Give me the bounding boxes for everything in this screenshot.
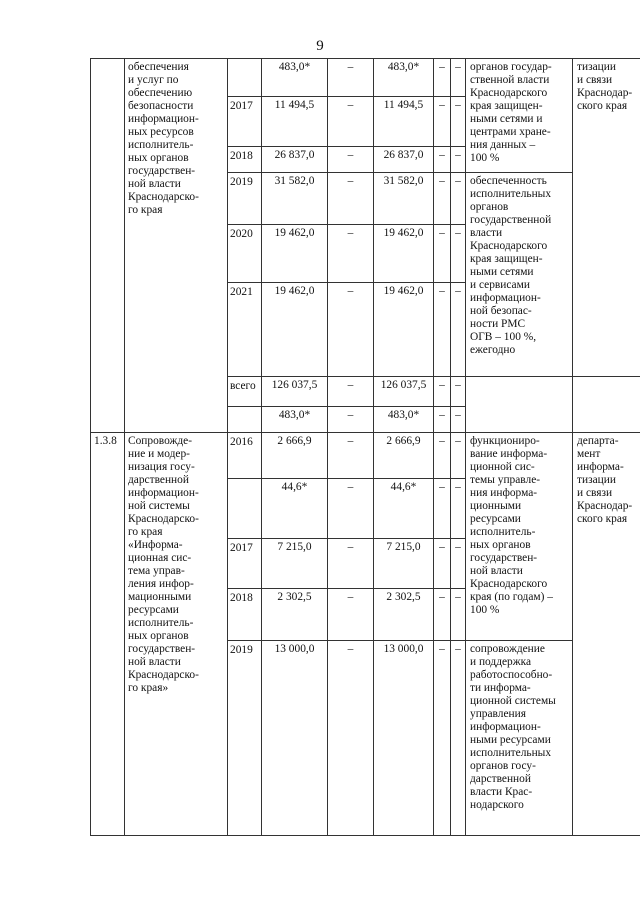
measure-name-line: ных органов [128, 630, 189, 642]
result-cell [466, 59, 573, 173]
dash-cell: – [434, 377, 451, 407]
dash-cell: – [451, 479, 466, 539]
result-line: работоспособно- [470, 669, 553, 681]
dash-cell: – [328, 539, 374, 589]
result-line: края (по годам) – [470, 591, 553, 603]
executor-line: информа- [577, 461, 624, 473]
dash-cell: – [434, 433, 451, 479]
measure-name-line: Краснодарско- [128, 513, 199, 525]
regional-cell: 7 215,0 [374, 539, 434, 589]
result-line: и поддержка [470, 656, 532, 668]
regional-cell: 31 582,0 [374, 173, 434, 225]
year-cell: 2018 [228, 147, 262, 173]
result-line: ционной системы [470, 695, 556, 707]
dash-cell: – [328, 479, 374, 539]
result-line: органов государ- [470, 61, 552, 73]
measure-name-line: Краснодарско- [128, 191, 199, 203]
dash-cell: – [434, 589, 451, 641]
total-cell: 2 302,5 [262, 589, 328, 641]
result-line: исполнитель- [470, 526, 536, 538]
year-cell [228, 407, 262, 433]
result-cell [466, 173, 573, 377]
total-cell: 483,0* [262, 59, 328, 97]
dash-cell: – [328, 283, 374, 377]
measure-name-line: го края [128, 204, 163, 216]
dash-cell: – [328, 589, 374, 641]
result-line: Краснодарского [470, 87, 548, 99]
result-line: ственной власти [470, 74, 550, 86]
regional-cell: 44,6* [374, 479, 434, 539]
result-line: дарственной [470, 773, 531, 785]
measure-name-line: ной власти [128, 178, 181, 190]
dash-cell: – [451, 283, 466, 377]
result-line: сопровождение [470, 643, 545, 655]
result-line: центрами хране- [470, 126, 551, 138]
dash-cell: – [434, 59, 451, 97]
result-line: нодарского [470, 799, 524, 811]
result-line: исполнительных [470, 188, 552, 200]
result-line: ресурсами [470, 513, 521, 525]
result-cell [466, 433, 573, 641]
result-line: власти [470, 227, 503, 239]
result-line: 100 % [470, 152, 500, 164]
total-cell: 44,6* [262, 479, 328, 539]
dash-cell: – [434, 641, 451, 836]
result-line: ности РМС [470, 318, 526, 330]
dash-cell: – [434, 407, 451, 433]
row-number-cell [91, 59, 125, 433]
result-line: ными сетями [470, 266, 534, 278]
result-line: края защищен- [470, 100, 543, 112]
total-cell: 19 462,0 [262, 225, 328, 283]
year-cell: 2016 [228, 433, 262, 479]
dash-cell: – [451, 377, 466, 407]
result-line: управления [470, 708, 526, 720]
measure-name-line: исполнитель- [128, 617, 194, 629]
executor-cell [573, 433, 640, 836]
executor-line: тизации [577, 61, 616, 73]
result-line: ных органов [470, 539, 531, 551]
measure-name-line: дарственной [128, 474, 189, 486]
total-cell: 26 837,0 [262, 147, 328, 173]
total-cell: 19 462,0 [262, 283, 328, 377]
result-cell-empty [466, 377, 573, 433]
result-line: ежегодно [470, 344, 516, 356]
regional-cell: 19 462,0 [374, 283, 434, 377]
row-number-cell: 1.3.8 [91, 433, 125, 836]
regional-cell: 2 666,9 [374, 433, 434, 479]
result-line: края защищен- [470, 253, 543, 265]
page-number: 9 [316, 38, 324, 54]
regional-cell: 483,0* [374, 407, 434, 433]
year-cell: 2017 [228, 97, 262, 147]
dash-cell: – [451, 433, 466, 479]
dash-cell: – [451, 147, 466, 173]
measure-name-line: безопасности [128, 100, 194, 112]
measure-name-line: ционная сис- [128, 552, 192, 564]
result-line: исполнительных [470, 747, 552, 759]
measure-name-line: Краснодарско- [128, 669, 199, 681]
dash-cell: – [434, 97, 451, 147]
measure-name-line: государствен- [128, 643, 196, 655]
result-line: государствен- [470, 552, 538, 564]
result-line: ти информа- [470, 682, 531, 694]
table-row [91, 433, 640, 479]
measure-name-cell [125, 433, 228, 836]
dash-cell: – [434, 225, 451, 283]
result-line: Краснодарского [470, 578, 548, 590]
dash-cell: – [328, 433, 374, 479]
executor-cell [573, 59, 640, 377]
measure-name-line: низация госу- [128, 461, 195, 473]
regional-cell: 126 037,5 [374, 377, 434, 407]
table-row [91, 59, 640, 97]
executor-line: тизации [577, 474, 616, 486]
result-line: и сервисами [470, 279, 530, 291]
result-cell [466, 641, 573, 836]
result-line: ния информа- [470, 487, 538, 499]
executor-line: и связи [577, 487, 613, 499]
executor-line: Краснодар- [577, 500, 633, 512]
result-line: информацион- [470, 721, 541, 733]
year-cell [228, 59, 262, 97]
executor-line: департа- [577, 435, 619, 447]
dash-cell: – [451, 59, 466, 97]
total-cell: 126 037,5 [262, 377, 328, 407]
result-line: ными сетями и [470, 113, 543, 125]
result-line: 100 % [470, 604, 500, 616]
dash-cell: – [328, 97, 374, 147]
total-cell: 11 494,5 [262, 97, 328, 147]
dash-cell: – [328, 59, 374, 97]
measure-name-line: ных органов [128, 152, 189, 164]
measure-name-line: информацион- [128, 113, 199, 125]
result-line: органов госу- [470, 760, 536, 772]
dash-cell: – [451, 97, 466, 147]
measure-name-line: исполнитель- [128, 139, 194, 151]
result-line: ционными [470, 500, 522, 512]
measure-name-line: информацион- [128, 487, 199, 499]
measure-name-line: обеспечения [128, 61, 189, 73]
year-cell: 2021 [228, 283, 262, 377]
executor-line: ского края [577, 100, 628, 112]
executor-line: мент [577, 448, 601, 460]
year-cell: 2017 [228, 539, 262, 589]
dash-cell: – [328, 641, 374, 836]
year-cell [228, 479, 262, 539]
result-line: ной безопас- [470, 305, 532, 317]
measure-name-line: мационными [128, 591, 192, 603]
measure-name-line: обеспечению [128, 87, 193, 99]
executor-line: и связи [577, 74, 613, 86]
total-cell: 13 000,0 [262, 641, 328, 836]
result-line: ния данных – [470, 139, 536, 151]
executor-line: ского края [577, 513, 628, 525]
regional-cell: 19 462,0 [374, 225, 434, 283]
total-cell: 483,0* [262, 407, 328, 433]
total-cell: 2 666,9 [262, 433, 328, 479]
executor-cell-empty [573, 377, 640, 433]
program-table [90, 58, 640, 836]
measure-name-line: го края» [128, 682, 169, 694]
measure-name-line: и услуг по [128, 74, 179, 86]
result-line: темы управле- [470, 474, 541, 486]
regional-cell: 13 000,0 [374, 641, 434, 836]
result-line: власти Крас- [470, 786, 533, 798]
result-line: вание информа- [470, 448, 548, 460]
result-line: ционной сис- [470, 461, 535, 473]
measure-name-line: Сопровожде- [128, 435, 193, 447]
dash-cell: – [434, 283, 451, 377]
dash-cell: – [451, 641, 466, 836]
measure-name-line: ных ресурсов [128, 126, 194, 138]
measure-name-line: ной системы [128, 500, 190, 512]
result-line: функциониро- [470, 435, 540, 447]
result-line: органов [470, 201, 509, 213]
result-line: ными ресурсами [470, 734, 551, 746]
executor-line: Краснодар- [577, 87, 633, 99]
result-line: ОГВ – 100 %, [470, 331, 537, 343]
dash-cell: – [434, 147, 451, 173]
dash-cell: – [434, 173, 451, 225]
measure-name-line: тема управ- [128, 565, 185, 577]
year-cell: 2019 [228, 641, 262, 836]
dash-cell: – [328, 407, 374, 433]
result-line: обеспеченность [470, 175, 547, 187]
dash-cell: – [451, 225, 466, 283]
dash-cell: – [451, 173, 466, 225]
year-cell: 2019 [228, 173, 262, 225]
dash-cell: – [451, 407, 466, 433]
dash-cell: – [328, 225, 374, 283]
dash-cell: – [451, 589, 466, 641]
regional-cell: 2 302,5 [374, 589, 434, 641]
year-cell: 2020 [228, 225, 262, 283]
total-cell: 7 215,0 [262, 539, 328, 589]
result-line: Краснодарского [470, 240, 548, 252]
dash-cell: – [328, 147, 374, 173]
measure-name-cell [125, 59, 228, 433]
regional-cell: 26 837,0 [374, 147, 434, 173]
measure-name-line: ной власти [128, 656, 181, 668]
measure-name-line: го края [128, 526, 163, 538]
year-cell: 2018 [228, 589, 262, 641]
measure-name-line: ние и модер- [128, 448, 190, 460]
dash-cell: – [328, 173, 374, 225]
result-line: ной власти [470, 565, 523, 577]
measure-name-line: «Информа- [128, 539, 183, 551]
total-cell: 31 582,0 [262, 173, 328, 225]
measure-name-line: государствен- [128, 165, 196, 177]
regional-cell: 483,0* [374, 59, 434, 97]
year-cell: всего [228, 377, 262, 407]
dash-cell: – [434, 539, 451, 589]
result-line: государственной [470, 214, 552, 226]
measure-name-line: ления инфор- [128, 578, 194, 590]
dash-cell: – [328, 377, 374, 407]
measure-name-line: ресурсами [128, 604, 179, 616]
dash-cell: – [434, 479, 451, 539]
result-line: информацион- [470, 292, 541, 304]
regional-cell: 11 494,5 [374, 97, 434, 147]
dash-cell: – [451, 539, 466, 589]
